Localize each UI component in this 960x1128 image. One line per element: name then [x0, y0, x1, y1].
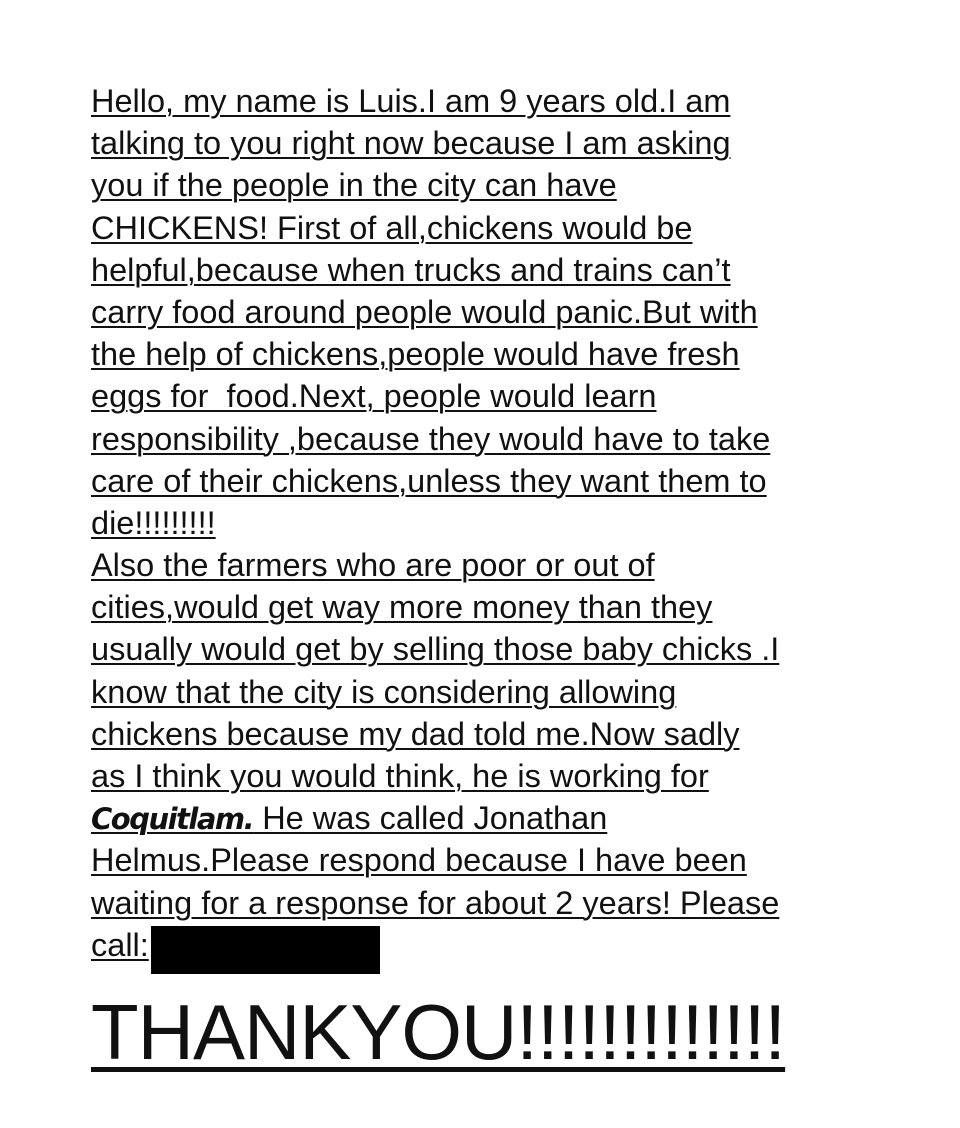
letter-line-20: waiting for a response for about 2 years! Please: [91, 884, 780, 921]
letter-line-7: the help of chickens,people would have fresh: [91, 336, 740, 373]
letter-line-5: helpful,because when trucks and trains can’t: [91, 251, 731, 288]
letter-line-brand: [91, 797, 891, 839]
letter-line-2: talking to you right now because I am asking: [91, 125, 731, 162]
letter-line-9: responsibility ,because they would have to take: [91, 420, 771, 457]
letter-line-16: chickens because my dad told me.Now sadly: [91, 715, 740, 752]
city-name: Coquitlam.: [91, 802, 254, 837]
redacted-phone-number: [151, 926, 380, 974]
letter-line-4: CHICKENS! First of all,chickens would be: [91, 209, 693, 246]
letter-line-17: as I think you would think, he is working for: [91, 758, 709, 794]
letter-line-6: carry food around people would panic.But with: [91, 293, 758, 330]
letter-line-10: care of their chickens,unless they want them to: [91, 462, 767, 499]
closing-thankyou: THANKYOU!!!!!!!!!!!!!: [91, 988, 786, 1076]
letter-line-brand-rest: He was called Jonathan: [253, 800, 608, 837]
letter-line-1: Hello, my name is Luis.I am 9 years old.I am: [91, 83, 731, 119]
letter-line-3: you if the people in the city can have: [91, 167, 617, 204]
letter-line-call: [91, 924, 891, 966]
letter-line-13: cities,would get way more money than they: [91, 589, 713, 626]
letter-line-8: eggs for food.Next, people would learn: [91, 378, 657, 415]
letter-line-11: die!!!!!!!!!: [91, 504, 216, 541]
letter-line-14: usually would get by selling those baby chicks .I: [91, 631, 780, 668]
letter-body: [91, 80, 891, 966]
letter-line-19: Helmus.Please respond because I have been: [91, 842, 747, 879]
call-label: call:: [91, 926, 149, 963]
letter-line-12: Also the farmers who are poor or out of: [91, 547, 655, 584]
letter-line-15: know that the city is considering allowing: [91, 673, 677, 710]
